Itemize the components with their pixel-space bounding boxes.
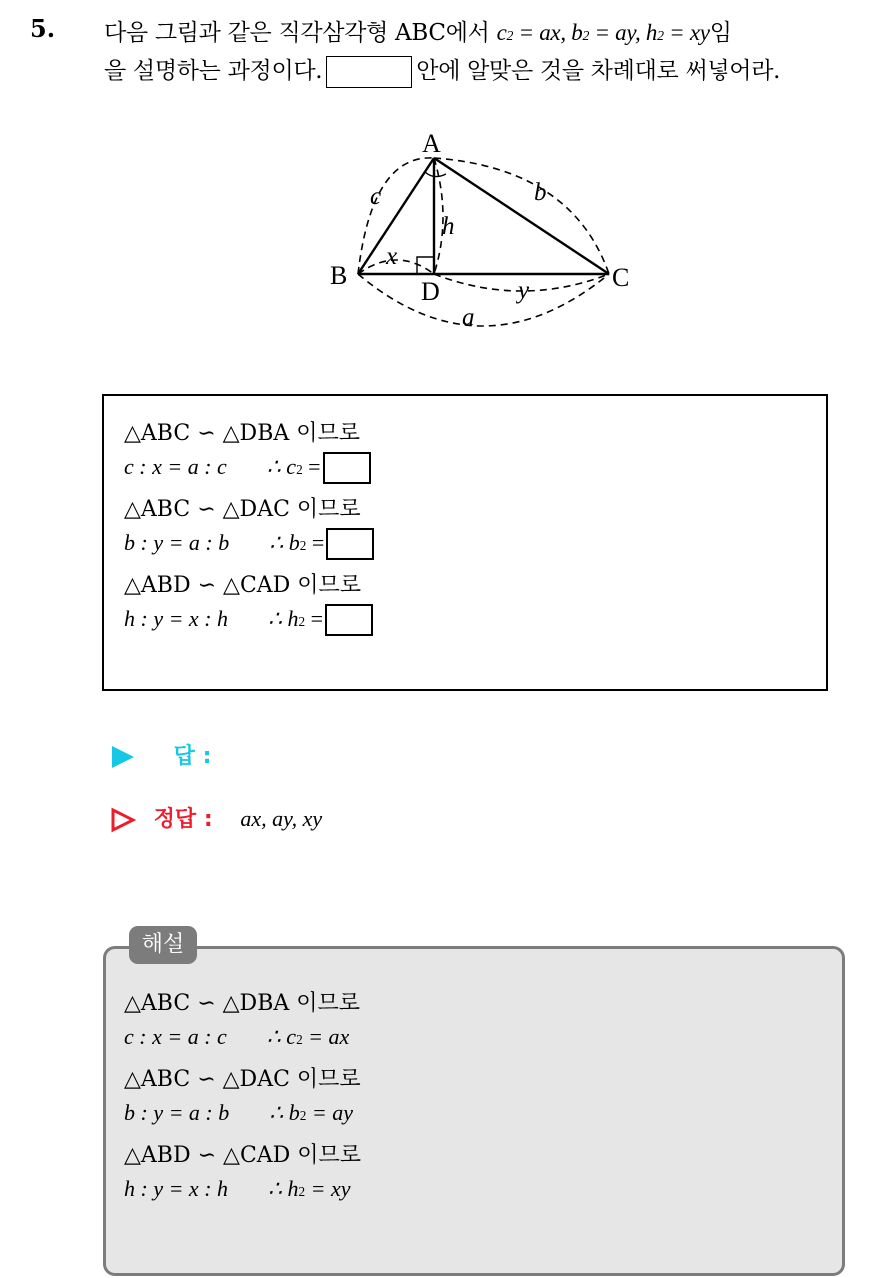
inline-blank-box (326, 56, 412, 88)
correct-answer-value: ax, ay, xy (240, 806, 323, 831)
explanation-line-1: △ABC ∽ △DBA 이므로 (124, 991, 360, 1016)
explanation-line-3: △ABC ∽ △DAC 이므로 (124, 1067, 361, 1092)
play-filled-icon (110, 744, 136, 770)
explanation-line-2: c : x = a : c ∴ $c^2$ = ax (124, 1024, 350, 1049)
label-a: a (462, 304, 475, 331)
vertex-c-label: C (612, 263, 630, 292)
vertex-a-label: A (422, 129, 441, 158)
proof-line-4: b : y = a : b ∴ $b^2$ = (124, 528, 374, 560)
label-c: c (370, 183, 382, 210)
question-line2-after: 안에 알맞은 것을 차례대로 써넣어라. (416, 58, 781, 84)
question-line1-tail: 임 (709, 20, 732, 46)
answer-blank-3[interactable] (325, 604, 373, 636)
condition-b: $b^2$ = ay, (571, 20, 646, 45)
explanation-line-6: h : y = x : h ∴ $h^2$ = xy (124, 1176, 351, 1201)
play-outline-icon (110, 807, 136, 833)
question-line-1 (104, 14, 732, 47)
correct-answer-label: 정답 : (153, 807, 213, 832)
proof-line-5: △ABD ∽ △CAD 이므로 (124, 573, 362, 598)
answer-label: 답 : (173, 744, 212, 769)
correct-answer-row (110, 802, 322, 833)
condition-c: $c^2$ = ax, (496, 20, 572, 45)
label-y: y (518, 277, 530, 304)
question-line-2 (104, 52, 780, 88)
question-number: 5. (30, 14, 56, 43)
answer-row (110, 739, 211, 770)
vertex-d-label: D (421, 277, 440, 306)
side-ac (434, 158, 609, 274)
label-h: h (442, 213, 455, 240)
vertex-b-label: B (330, 261, 348, 290)
proof-line-2: c : x = a : c ∴ $c^2$ = (124, 452, 371, 484)
question-line1-text: 다음 그림과 같은 직각삼각형 ABC에서 (104, 20, 490, 46)
proof-line-1: △ABC ∽ △DBA 이므로 (124, 421, 360, 446)
triangle-figure (322, 128, 642, 338)
proof-line-6: h : y = x : h ∴ $h^2$ = (124, 604, 373, 636)
label-x: x (386, 243, 398, 270)
angle-a-mark (425, 172, 446, 177)
label-b: b (534, 179, 547, 206)
question-line2-before: 을 설명하는 과정이다. (104, 58, 323, 84)
explanation-tab: 해설 (129, 926, 197, 964)
arc-a (358, 274, 609, 326)
explanation-line-4: b : y = a : b ∴ $b^2$ = ay (124, 1100, 353, 1125)
condition-h: $h^2$ = xy (645, 20, 710, 45)
answer-blank-1[interactable] (323, 452, 371, 484)
answer-blank-2[interactable] (326, 528, 374, 560)
proof-line-3: △ABC ∽ △DAC 이므로 (124, 497, 361, 522)
explanation-line-5: △ABD ∽ △CAD 이므로 (124, 1143, 362, 1168)
